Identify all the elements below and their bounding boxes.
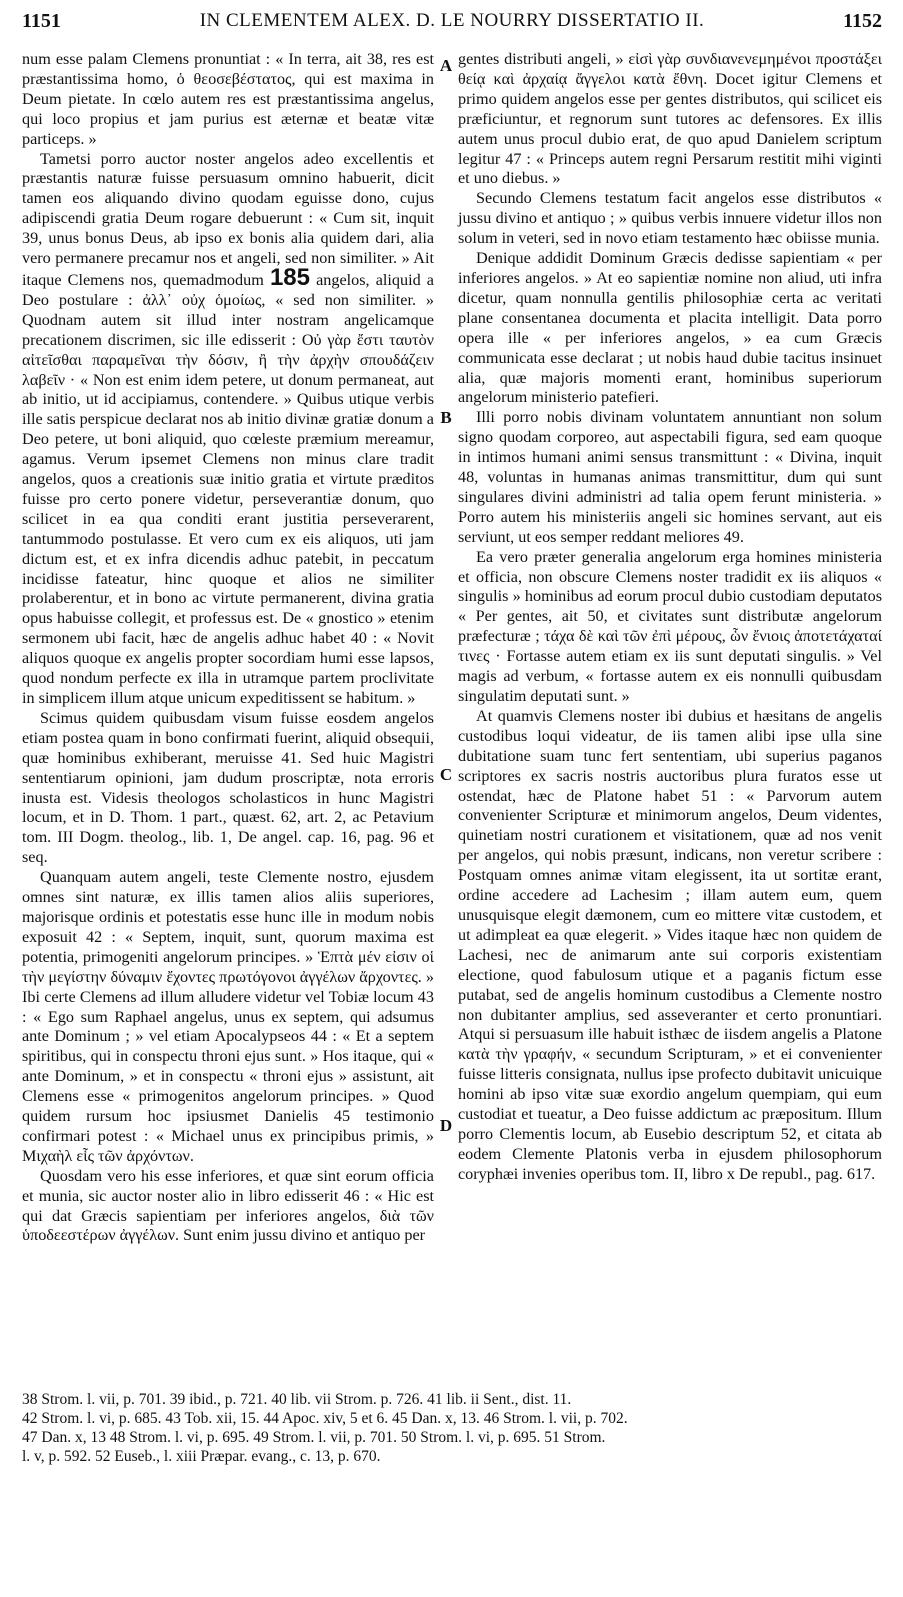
running-title: IN CLEMENTEM ALEX. D. LE NOURRY DISSERTATIO II. bbox=[199, 10, 705, 31]
paragraph: num esse palam Clemens pronuntiat : « In terra, ait 38, res est præstantissima homo, ὁ θεοσεβέστατος, qui est maxima in Deum pietate. In cœlo autem res est præstantissima angelus, qui loco propius et jam purius est æternæ et beatæ vitæ particeps. » bbox=[22, 50, 434, 148]
margin-marker-b: B bbox=[440, 408, 452, 427]
right-page-number: 1152 bbox=[843, 10, 882, 32]
right-column bbox=[458, 50, 882, 1185]
margin-marker-d: D bbox=[439, 1116, 453, 1135]
paragraph: Scimus quidem quibusdam visum fuisse eosdem angelos etiam postea quam in bono confirmati fuerint, aliquid obsequii, quæ hominibus exhiberant, meruisse 41. Sed huic Magistri sententiarum opinioni, jam dudum proscriptæ, nota erroris inusta est. Videsis theologos scholasticos in hunc Magistri locum, et in D. Thom. 1 part., quæst. 62, art. 2, ac Petavium tom. III Dogm. theolog., lib. 1, De angel. cap. 16, pag. 96 et seq. bbox=[22, 708, 434, 867]
paragraph: gentes distributi angeli, » εἰσὶ γὰρ συνδιανενεμημένοι προστάξει θείᾳ καὶ ἀρχαίᾳ ἄγγελοι κατὰ ἔθνη. Docet igitur Clemens et primo quidem angelos esse per gentes distributos, qui scilicet eis præficiuntur, et regnorum sunt tutores ac defensores. Ex illis autem unus procul dubio erat, de quo apud Danielem scriptum legitur 47 : « Princeps autem regni Persarum restitit mihi viginti et uno diebus. » bbox=[458, 50, 882, 188]
paragraph-text: Tametsi porro auctor noster angelos adeo excellentis et præstantis naturæ fuisse persuasum omnino habuerit, dicit tamen eos aliquando divino quodam eguisse dono, cujus adipiscendi gratia Deum rogare debuerunt : « Cum sit, inquit 39, unus bonus Deus, ab ipso ex bonis alia quidem dari, alia vero permanere precamur nos et angeli, sed non similiter. » Ait itaque Clemens nos, quemadmodum bbox=[22, 149, 434, 289]
footnote-line: 42 Strom. l. vi, p. 685. 43 Tob. xii, 15. 44 Apoc. xiv, 5 et 6. 45 Dan. x, 13. 46 Strom. l. vii, p. 702. bbox=[22, 1410, 628, 1427]
paragraph-text: angelos, aliquid a Deo postulare : ἀλλ᾽ οὐχ ὁμοίως, « sed non similiter. » Quodnam autem sit illud inter nostram angelicamque precationem discrimen, sic ille edisserit : Οὐ γὰρ ἔστι ταυτὸν αἰτεῖσθαι παραμεῖναι τὴν δόσιν, ἢ τὴν ἀρχὴν σπουδάζειν λαβεῖν · « Non est enim idem petere, ut donum permaneat, aut ab initio, ut id accipiamus, contendere. » Quibus utique verbis ille satis perspicue declarat nos ab initio divinæ gratiæ donum a Deo petere, ut boni aliquid, quo cœleste præmium mereamur, agamus. Verum ipsemet Clemens non minus clare tradit angelos, quos a creationis suæ initio gratia et virtute præditos fuisse pro certo ponere videtur, perseverantiæ donum, quo scilicet in ea qua conditi erant justitia perseverarent, tantummodo postulasse. Et vero cum ex eis aliquos, uti jam dictum est, et ex infra dicendis adhuc patebit, in peccatum incidisse fateatur, hinc quoque et alios ne similiter prolaberentur, et in bono ac virtute permanerent, divina gratia opus habuisse collegit, et professus est. De « gnostico » etenim sermonem ubi facit, hæc de angelis adhuc habet 40 : « Novit aliquos quoque ex angelis propter socordiam humi esse lapsos, quod nondum perfecte ex illa in utramque partem proclivitate in simplicem illum atque unicum expeditissent se habitum. » bbox=[22, 270, 434, 707]
paragraph: Denique addidit Dominum Græcis dedisse sapientiam « per inferiores angelos. » At eo sapientiæ nomine non aliud, uti infra dicetur, quam nonnulla gentilis philosophiæ certa ac veritati plane consentanea documenta et placita intelligit. Data porro opera ille « per inferiores angelos, » ea cum Græcis communicata esse declarat ; ut nobis haud dubie tacitus insinuet alia, quæ majoris momenti erant, hominibus superiorum angelorum ministerio patefieri. bbox=[458, 249, 882, 407]
left-column bbox=[22, 50, 434, 1246]
paragraph: Ea vero præter generalia angelorum erga homines ministeria et officia, non obscure Clemens noster tradidit ex iis aliquos « singulis » hominibus ad eorum procul dubio custodiam deputatos « Per gentes, ait 50, et civitates sunt distributæ angelorum præfecturæ ; τάχα δὲ καὶ τῶν ἐπὶ μέρους, ὧν ἔνιοις ἀποτετάχαταί τινες · Fortasse autem etiam ex iis sunt deputati singulis. » Vel magis ad verbum, « fortasse autem ex eis nonnulli quibusdam singulatim deputati sunt. » bbox=[458, 547, 882, 705]
left-page-number: 1151 bbox=[22, 10, 61, 32]
footnotes bbox=[22, 1390, 882, 1466]
column-number-mark: 185 bbox=[269, 263, 310, 291]
margin-marker-a: A bbox=[439, 56, 453, 75]
footnote-line: l. v, p. 592. 52 Euseb., l. xiii Præpar. evang., c. 13, p. 670. bbox=[22, 1448, 381, 1465]
paragraph: Illi porro nobis divinam voluntatem annuntiant non solum signo quodam corporeo, aut aspectabili figura, sed eam quoque in intimos humani animi sensus transmittunt : « Divina, inquit 48, voluntas in humanas animas transmittitur, dum qui sunt singulares divini administri ad talia opem ferunt ministeria. » Porro autem his ministeriis angeli sic homines servant, aut eis serviunt, ut eos semper reddant meliores 49. bbox=[458, 408, 882, 546]
footnote-line: 38 Strom. l. vii, p. 701. 39 ibid., p. 721. 40 lib. vii Strom. p. 726. 41 lib. ii Sent., dist. 11. bbox=[22, 1391, 572, 1408]
page-header bbox=[22, 10, 882, 40]
footnote-line: 47 Dan. x, 13 48 Strom. l. vi, p. 695. 49 Strom. l. vii, p. 701. 50 Strom. l. vi, p. 695. 51 Strom. bbox=[22, 1429, 606, 1446]
paragraph bbox=[22, 150, 434, 709]
paragraph: Quanquam autem angeli, teste Clemente nostro, ejusdem omnes sint naturæ, ex illis tamen alios aliis superiores, majorisque ordinis et potestatis esse hunc ille in modum nobis exposuit 42 : « Septem, inquit, sunt, quorum maxima est potentia, primogeniti angelorum principes. » Ἑπτὰ μέν εἰσιν οἱ τὴν μεγίστην δύναμιν ἔχοντες πρωτόγονοι ἀγγέλων ἄρχοντες. » Ibi certe Clemens ad illum alludere videtur vel Tobiæ locum 43 : « Ego sum Raphael angelus, unus ex septem, qui adsumus ante Dominum ; » vel etiam Apocalypseos 44 : « Et a septem spiritibus, qui in conspectu throni ejus sunt. » Hos itaque, qui « ante Dominum, » et in conspectu « throni ejus » assistunt, ait Clemens esse « primogenitos angelorum principes. » Quod quidem rursum hoc ipsiusmet Danielis 45 testimonio confirmari potest : « Michael unus ex principibus primis, » Μιχαὴλ εἷς τῶν ἀρχόντων. bbox=[22, 868, 434, 1165]
paragraph: At quamvis Clemens noster ibi dubius et hæsitans de angelis custodibus loqui videatur, de iis tamen alibi ipse ulla sine dubitatione suam tunc fert sententiam, ubi superius paganos scriptores ex sacris nostris auctoribus plura furatos esse ut ostendat, hæc de Platone habet 51 : « Parvorum autem convenienter Scripturæ et minimorum angelos, Deum videntes, quinetiam nostri curationem et visitationem, quæ ad nos venit per angelos, qui nobis præsunt, indicans, non veretur scribere : Postquam omnes animæ vitam elegissent, ita ut sortitæ erant, ordine accedere ad Lachesim ; illam autem eum, quem unusquisque elegit dæmonem, cum eo mittere vitæ custodem, et ut adimpleat ea quæ elegerit. » Vides itaque hæc non quidem de Lachesi, nec de animarum ante sui corporis existentiam electione, quod fabulosum utique et a paganis fictum esse putabat, sed de angelis hominum custodibus a Clemente nostro non dubitanter amplius, sed asseveranter et certo pronuntiari. Atqui si persuasum ille habuit isthæc de iisdem angelis a Platone κατὰ τὴν γραφήν, « secundum Scripturam, » et ei convenienter fuisse litteris consignata, nullus ipse profecto dubitavit unicuique homini ab ipso vitæ suæ exordio angelum quempiam, qui eum custodiat et tueatur, a Deo fuisse addictum ac præpositum. Illum porro Clementis locum, ab Eusebio descriptum 52, et citata ab eodem Clemente Platonis verba in ejusdem philosophorum coryphæi invenies operibus tom. II, libro x De republ., pag. 617. bbox=[458, 706, 882, 1183]
paragraph: Secundo Clemens testatum facit angelos esse distributos « jussu divino et antiquo ; » quibus verbis innuere videtur illos non solum in veteri, sed in novo etiam testamento hæc obiisse munia. bbox=[458, 189, 882, 248]
paragraph: Quosdam vero his esse inferiores, et quæ sint eorum officia et munia, sic auctor noster alio in libro edisserit 46 : « Hic est qui dat Græcis sapientiam per inferiores angelos, διὰ τῶν ὑποδεεστέρων ἀγγέλων. Sunt enim jussu divino et antiquo per bbox=[22, 1166, 434, 1245]
margin-marker-c: C bbox=[439, 765, 453, 784]
